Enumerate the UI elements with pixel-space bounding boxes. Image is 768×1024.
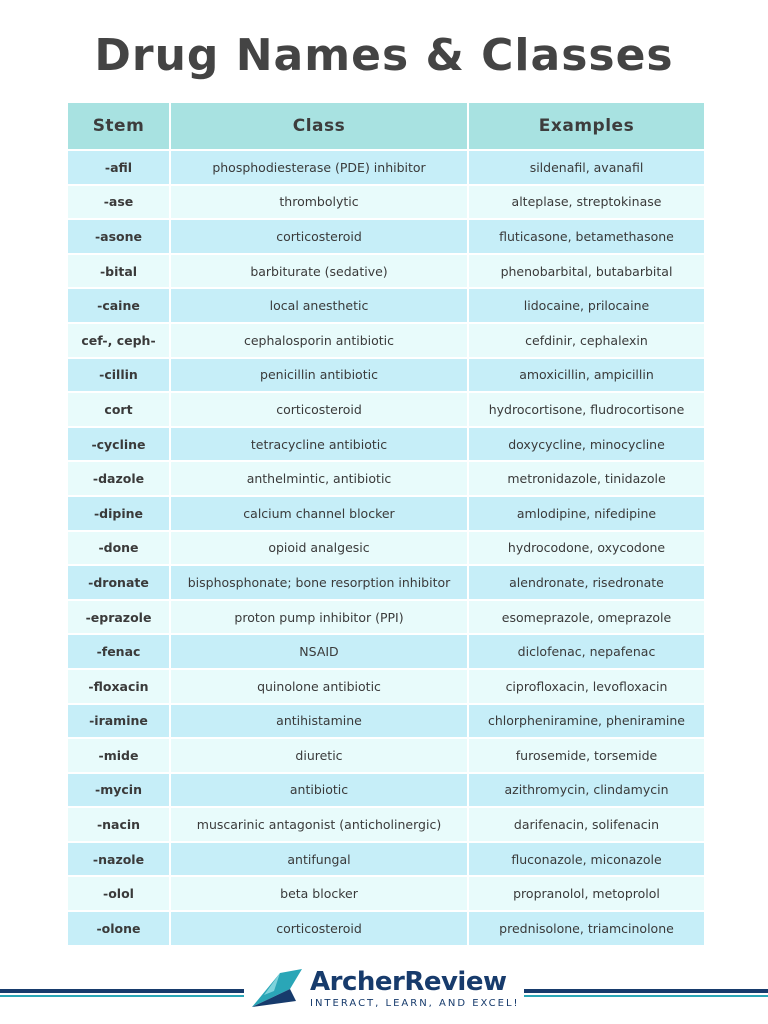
page-title: Drug Names & Classes <box>94 30 674 81</box>
table-row <box>68 739 704 774</box>
cell-examples: prednisolone, triamcinolone <box>469 912 704 947</box>
table-row <box>68 670 704 705</box>
cell-class: anthelmintic, antibiotic <box>171 462 467 497</box>
table-header-row <box>68 103 704 151</box>
cell-examples: azithromycin, clindamycin <box>469 774 704 809</box>
cell-class: NSAID <box>171 635 467 670</box>
cell-examples: furosemide, torsemide <box>469 739 704 774</box>
archer-review-logo <box>250 965 530 1015</box>
cell-examples: fluticasone, betamethasone <box>469 220 704 255</box>
archer-arrow-icon <box>250 967 304 1013</box>
column-header-examples: Examples <box>469 103 704 151</box>
table-row <box>68 462 704 497</box>
cell-examples: fluconazole, miconazole <box>469 843 704 878</box>
cell-class: corticosteroid <box>171 912 467 947</box>
cell-stem: -floxacin <box>68 670 169 705</box>
cell-stem: cort <box>68 393 169 428</box>
table-row <box>68 705 704 740</box>
cell-examples: sildenafil, avanafil <box>469 151 704 186</box>
cell-class: antihistamine <box>171 705 467 740</box>
table-row <box>68 359 704 394</box>
cell-class: proton pump inhibitor (PPI) <box>171 601 467 636</box>
cell-examples: doxycycline, minocycline <box>469 428 704 463</box>
cell-stem: -asone <box>68 220 169 255</box>
cell-stem: -eprazole <box>68 601 169 636</box>
cell-examples: metronidazole, tinidazole <box>469 462 704 497</box>
table-row <box>68 428 704 463</box>
cell-class: muscarinic antagonist (anticholinergic) <box>171 808 467 843</box>
cell-class: calcium channel blocker <box>171 497 467 532</box>
cell-examples: phenobarbital, butabarbital <box>469 255 704 290</box>
cell-stem: -mycin <box>68 774 169 809</box>
cell-examples: hydrocodone, oxycodone <box>469 532 704 567</box>
table-row <box>68 220 704 255</box>
cell-class: tetracycline antibiotic <box>171 428 467 463</box>
cell-stem: -olone <box>68 912 169 947</box>
table-row <box>68 255 704 290</box>
cell-class: corticosteroid <box>171 393 467 428</box>
cell-stem: -dazole <box>68 462 169 497</box>
cell-stem: -dronate <box>68 566 169 601</box>
table-row <box>68 912 704 947</box>
cell-examples: cefdinir, cephalexin <box>469 324 704 359</box>
cell-class: bisphosphonate; bone resorption inhibitor <box>171 566 467 601</box>
cell-class: antifungal <box>171 843 467 878</box>
cell-examples: alteplase, streptokinase <box>469 186 704 221</box>
footer-rule-left-accent <box>0 995 244 997</box>
cell-class: phosphodiesterase (PDE) inhibitor <box>171 151 467 186</box>
cell-examples: esomeprazole, omeprazole <box>469 601 704 636</box>
footer-rule-right-accent <box>524 995 768 997</box>
cell-class: corticosteroid <box>171 220 467 255</box>
cell-stem: -done <box>68 532 169 567</box>
table-row <box>68 843 704 878</box>
cell-stem: -cillin <box>68 359 169 394</box>
table-row <box>68 601 704 636</box>
table-body <box>68 151 704 947</box>
cell-examples: lidocaine, prilocaine <box>469 289 704 324</box>
cell-stem: -mide <box>68 739 169 774</box>
table-row <box>68 324 704 359</box>
cell-stem: -caine <box>68 289 169 324</box>
footer-rule-right <box>524 989 768 993</box>
table-row <box>68 289 704 324</box>
cell-stem: -ase <box>68 186 169 221</box>
cell-examples: amoxicillin, ampicillin <box>469 359 704 394</box>
table-row <box>68 151 704 186</box>
cell-examples: amlodipine, nifedipine <box>469 497 704 532</box>
cell-stem: -afil <box>68 151 169 186</box>
cell-class: barbiturate (sedative) <box>171 255 467 290</box>
table-row <box>68 877 704 912</box>
cell-class: antibiotic <box>171 774 467 809</box>
cell-stem: -dipine <box>68 497 169 532</box>
cell-stem: cef-, ceph- <box>68 324 169 359</box>
table-row <box>68 497 704 532</box>
cell-stem: -nacin <box>68 808 169 843</box>
cell-stem: -bital <box>68 255 169 290</box>
table-row <box>68 532 704 567</box>
brand-name: ArcherReview <box>310 967 507 997</box>
cell-class: quinolone antibiotic <box>171 670 467 705</box>
cell-class: cephalosporin antibiotic <box>171 324 467 359</box>
drug-table <box>66 103 706 947</box>
cell-class: penicillin antibiotic <box>171 359 467 394</box>
table-row <box>68 808 704 843</box>
table-row <box>68 186 704 221</box>
column-header-stem: Stem <box>68 103 169 151</box>
cell-stem: -nazole <box>68 843 169 878</box>
cell-examples: ciprofloxacin, levofloxacin <box>469 670 704 705</box>
cell-class: opioid analgesic <box>171 532 467 567</box>
cell-examples: propranolol, metoprolol <box>469 877 704 912</box>
table-row <box>68 774 704 809</box>
cell-examples: chlorpheniramine, pheniramine <box>469 705 704 740</box>
footer-rule-left <box>0 989 244 993</box>
cell-class: diuretic <box>171 739 467 774</box>
cell-stem: -olol <box>68 877 169 912</box>
cell-stem: -iramine <box>68 705 169 740</box>
brand-tagline: INTERACT, LEARN, AND EXCEL! <box>310 998 520 1009</box>
cell-class: thrombolytic <box>171 186 467 221</box>
table-row <box>68 393 704 428</box>
table-row <box>68 566 704 601</box>
cell-class: local anesthetic <box>171 289 467 324</box>
cell-stem: -cycline <box>68 428 169 463</box>
cell-class: beta blocker <box>171 877 467 912</box>
table-row <box>68 635 704 670</box>
cell-examples: diclofenac, nepafenac <box>469 635 704 670</box>
cell-examples: darifenacin, solifenacin <box>469 808 704 843</box>
column-header-class: Class <box>171 103 467 151</box>
cell-examples: hydrocortisone, fludrocortisone <box>469 393 704 428</box>
cell-stem: -fenac <box>68 635 169 670</box>
cell-examples: alendronate, risedronate <box>469 566 704 601</box>
